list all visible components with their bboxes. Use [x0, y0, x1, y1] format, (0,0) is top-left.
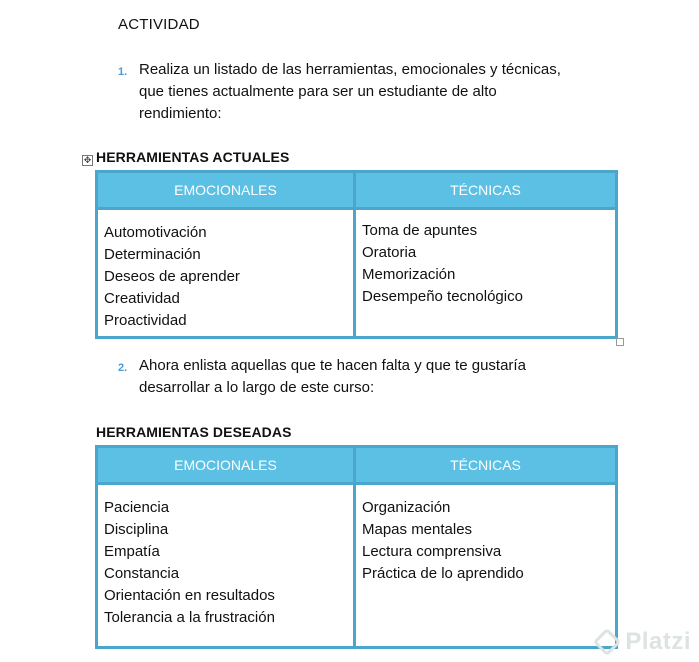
table-resize-handle[interactable] — [616, 338, 624, 346]
list-item: Constancia — [104, 565, 180, 582]
list-item: Lectura comprensiva — [362, 543, 502, 560]
list-item: Proactividad — [104, 312, 187, 329]
question-2-number: 2. — [118, 362, 128, 374]
table-move-handle-icon[interactable]: ✥ — [83, 155, 92, 165]
question-1-line: rendimiento: — [139, 105, 222, 122]
emotional-tools-cell — [97, 484, 355, 648]
list-item: Creatividad — [104, 290, 180, 307]
col-header-emotional: EMOCIONALES — [97, 172, 355, 209]
emotional-tools-cell — [97, 209, 355, 338]
desired-tools-table — [95, 445, 618, 649]
list-item: Automotivación — [104, 224, 207, 241]
list-item: Organización — [362, 499, 451, 516]
section-1-heading: HERRAMIENTAS ACTUALES — [96, 149, 290, 165]
list-item: Mapas mentales — [362, 521, 473, 538]
question-1-text — [139, 59, 561, 125]
col-header-emotional: EMOCIONALES — [97, 447, 355, 484]
section-2-heading: HERRAMIENTAS DESEADAS — [96, 424, 292, 440]
list-item: Determinación — [104, 246, 201, 263]
list-item: Oratoria — [362, 244, 417, 261]
col-header-technical: TÉCNICAS — [355, 172, 617, 209]
col-header-technical: TÉCNICAS — [355, 447, 617, 484]
technical-tools-cell — [355, 484, 617, 648]
question-1-number: 1. — [118, 66, 128, 78]
list-item: Disciplina — [104, 521, 169, 538]
platzi-logo-icon — [593, 628, 621, 656]
list-item: Memorización — [362, 266, 456, 283]
list-item: Deseos de aprender — [104, 268, 240, 285]
question-1-line: que tienes actualmente para ser un estudiante de alto — [139, 83, 497, 100]
technical-tools-cell — [355, 209, 617, 338]
question-2-line: desarrollar a lo largo de este curso: — [139, 379, 375, 396]
list-item: Toma de apuntes — [362, 222, 478, 239]
document-title: ACTIVIDAD — [118, 16, 200, 33]
question-2-line: Ahora enlista aquellas que te hacen falta y que te gustaría — [139, 357, 526, 374]
current-tools-table — [95, 170, 618, 339]
list-item: Paciencia — [104, 499, 170, 516]
list-item: Orientación en resultados — [104, 587, 275, 604]
list-item: Práctica de lo aprendido — [362, 565, 524, 582]
list-item: Desempeño tecnológico — [362, 288, 523, 305]
question-2-text — [139, 355, 526, 399]
watermark-text: Platzi — [625, 628, 691, 655]
platzi-watermark — [597, 628, 691, 656]
question-1-line: Realiza un listado de las herramientas, emocionales y técnicas, — [139, 61, 561, 78]
list-item: Tolerancia a la frustración — [104, 609, 275, 626]
list-item: Empatía — [104, 543, 160, 560]
